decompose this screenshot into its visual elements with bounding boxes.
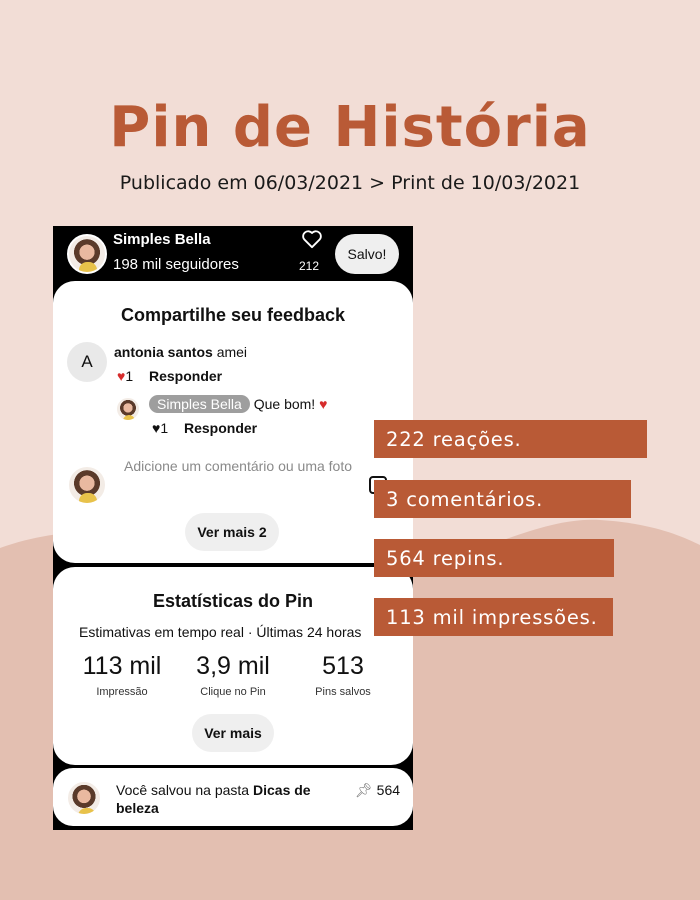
comment-line: [114, 344, 247, 360]
page-subtitle: Publicado em 06/03/2021 > Print de 10/03/2021: [119, 172, 581, 194]
comment-reply-button[interactable]: Responder: [149, 368, 223, 384]
stat-impressions-value: 113 mil: [82, 652, 162, 680]
reply-reply-button[interactable]: Responder: [184, 420, 258, 436]
heart-outline-icon[interactable]: [301, 229, 323, 249]
badge-repins: 564 repins.: [374, 539, 614, 577]
phone-screenshot: [53, 226, 413, 830]
stat-saves-label: Pins salvos: [315, 686, 371, 698]
comment-like-count: 1: [125, 368, 134, 384]
current-user-avatar: [67, 465, 107, 505]
pin-icon: 📌︎: [355, 782, 373, 798]
saved-board-link[interactable]: Dicas de beleza: [116, 782, 311, 816]
stats-card: [53, 567, 413, 765]
stat-impressions-label: Impressão: [96, 686, 148, 698]
stat-clicks-label: Clique no Pin: [200, 686, 266, 698]
reply-avatar[interactable]: [115, 396, 141, 422]
saved-button[interactable]: Salvo!: [335, 234, 399, 274]
feedback-card: [53, 281, 413, 563]
commenter-avatar[interactable]: A: [67, 342, 107, 382]
stats-subtitle: Estimativas em tempo real · Últimas 24 horas: [79, 624, 362, 640]
red-heart-emoji-icon: ♥: [319, 396, 328, 412]
profile-avatar[interactable]: [67, 234, 107, 274]
see-more-stats-button[interactable]: Ver mais: [192, 714, 274, 752]
comment-actions: [117, 368, 222, 384]
stat-saves-value: 513: [322, 652, 364, 680]
saved-board-card: [53, 768, 413, 826]
saved-avatar: [66, 780, 102, 816]
stat-clicks-value: 3,9 mil: [196, 652, 270, 680]
reply-line: [149, 396, 327, 412]
saved-text: [116, 781, 346, 817]
profile-bar: [53, 226, 413, 282]
stats-title: Estatísticas do Pin: [152, 591, 314, 611]
profile-followers: 198 mil seguidores: [113, 256, 239, 273]
page-title: Pin de História: [109, 95, 591, 160]
reply-author-tag[interactable]: Simples Bella: [149, 395, 250, 413]
saved-text-prefix: Você salvou na pasta: [116, 782, 250, 798]
reply-like-count: 1: [160, 420, 169, 436]
saved-count: 564: [376, 782, 401, 798]
likes-count: 212: [299, 259, 320, 273]
comment-author[interactable]: antonia santos: [114, 344, 213, 360]
reply-actions: [152, 420, 257, 436]
heart-black-icon[interactable]: ♥: [152, 420, 161, 436]
profile-name[interactable]: Simples Bella: [113, 231, 211, 248]
feedback-title: Compartilhe seu feedback: [120, 305, 346, 325]
saved-count-group: [355, 782, 400, 799]
add-comment-input[interactable]: Adicione um comentário ou uma foto: [124, 458, 353, 474]
badge-impressions: 113 mil impressões.: [374, 598, 613, 636]
see-more-comments-button[interactable]: Ver mais 2: [185, 513, 279, 551]
badge-reactions: 222 reações.: [374, 420, 647, 458]
comment-text: amei: [216, 344, 248, 360]
reply-text: Que bom!: [253, 396, 316, 412]
badge-comments: 3 comentários.: [374, 480, 631, 518]
heart-filled-icon[interactable]: ♥: [117, 368, 126, 384]
